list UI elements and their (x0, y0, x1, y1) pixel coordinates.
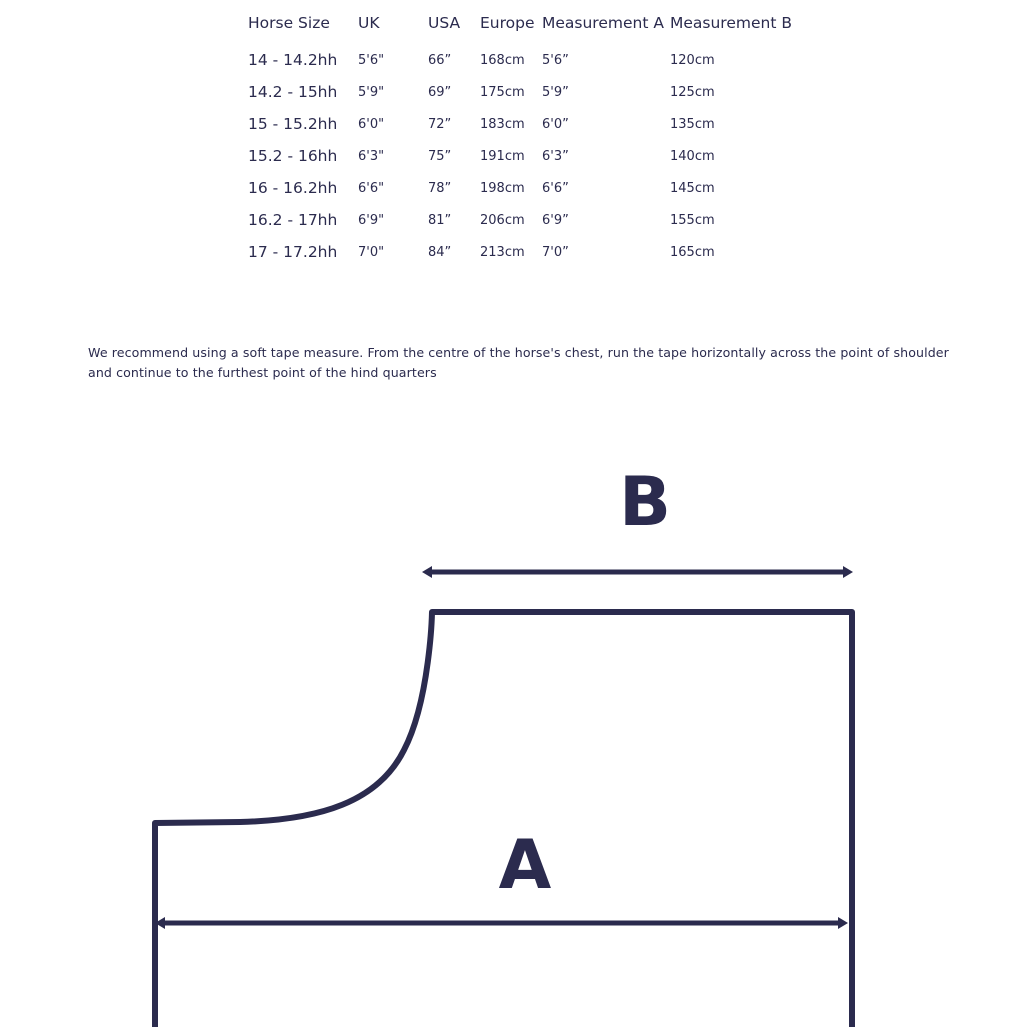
table-row (248, 236, 800, 268)
label-a: A (498, 826, 552, 905)
cell-uk: 6'9" (358, 212, 385, 228)
cell-measurement-b: 140cm (670, 148, 715, 164)
cell-europe: 183cm (480, 116, 525, 132)
cell-measurement-a: 6'3” (542, 148, 569, 164)
cell-uk: 6'3" (358, 148, 385, 164)
column-header-uk: UK (358, 14, 380, 32)
table-row (248, 76, 800, 108)
cell-europe: 198cm (480, 180, 525, 196)
rug-outline (155, 612, 852, 1027)
cell-measurement-a: 6'6” (542, 180, 569, 196)
rug-measurement-diagram (0, 440, 1027, 1027)
cell-horse-size: 14.2 - 15hh (248, 83, 338, 101)
label-b: B (619, 463, 671, 542)
cell-usa: 78” (428, 180, 452, 196)
cell-usa: 66” (428, 52, 452, 68)
table-row (248, 140, 800, 172)
cell-horse-size: 16 - 16.2hh (248, 179, 338, 197)
cell-usa: 81” (428, 212, 452, 228)
table-header-row (248, 14, 800, 44)
cell-horse-size: 16.2 - 17hh (248, 211, 338, 229)
cell-measurement-a: 5'9” (542, 84, 569, 100)
cell-measurement-b: 155cm (670, 212, 715, 228)
table-row (248, 44, 800, 76)
cell-horse-size: 15.2 - 16hh (248, 147, 338, 165)
cell-usa: 75” (428, 148, 452, 164)
cell-measurement-a: 6'0” (542, 116, 569, 132)
cell-horse-size: 14 - 14.2hh (248, 51, 338, 69)
cell-europe: 191cm (480, 148, 525, 164)
cell-europe: 213cm (480, 244, 525, 260)
table-row (248, 172, 800, 204)
cell-usa: 72” (428, 116, 452, 132)
table-row (248, 204, 800, 236)
cell-horse-size: 15 - 15.2hh (248, 115, 338, 133)
cell-uk: 5'9" (358, 84, 385, 100)
column-header-horse-size: Horse Size (248, 14, 330, 32)
cell-measurement-b: 120cm (670, 52, 715, 68)
table-row (248, 108, 800, 140)
cell-uk: 5'6" (358, 52, 385, 68)
cell-europe: 206cm (480, 212, 525, 228)
cell-measurement-b: 135cm (670, 116, 715, 132)
column-header-europe: Europe (480, 14, 535, 32)
cell-measurement-b: 145cm (670, 180, 715, 196)
cell-uk: 7'0" (358, 244, 385, 260)
cell-measurement-a: 6'9” (542, 212, 569, 228)
cell-measurement-b: 125cm (670, 84, 715, 100)
cell-europe: 168cm (480, 52, 525, 68)
column-header-measurement-a: Measurement A (542, 14, 664, 32)
cell-measurement-b: 165cm (670, 244, 715, 260)
column-header-usa: USA (428, 14, 461, 32)
horse-size-table (248, 14, 800, 268)
cell-measurement-a: 7'0” (542, 244, 569, 260)
cell-usa: 84” (428, 244, 452, 260)
cell-europe: 175cm (480, 84, 525, 100)
cell-horse-size: 17 - 17.2hh (248, 243, 338, 261)
cell-measurement-a: 5'6” (542, 52, 569, 68)
measuring-instructions: We recommend using a soft tape measure. From the centre of the horse's chest, run the tape horizontally across the point of shoulder and continue to the furthest point of the hind quarters (88, 345, 949, 381)
cell-uk: 6'6" (358, 180, 385, 196)
column-header-measurement-b: Measurement B (670, 14, 792, 32)
cell-uk: 6'0" (358, 116, 385, 132)
cell-usa: 69” (428, 84, 452, 100)
